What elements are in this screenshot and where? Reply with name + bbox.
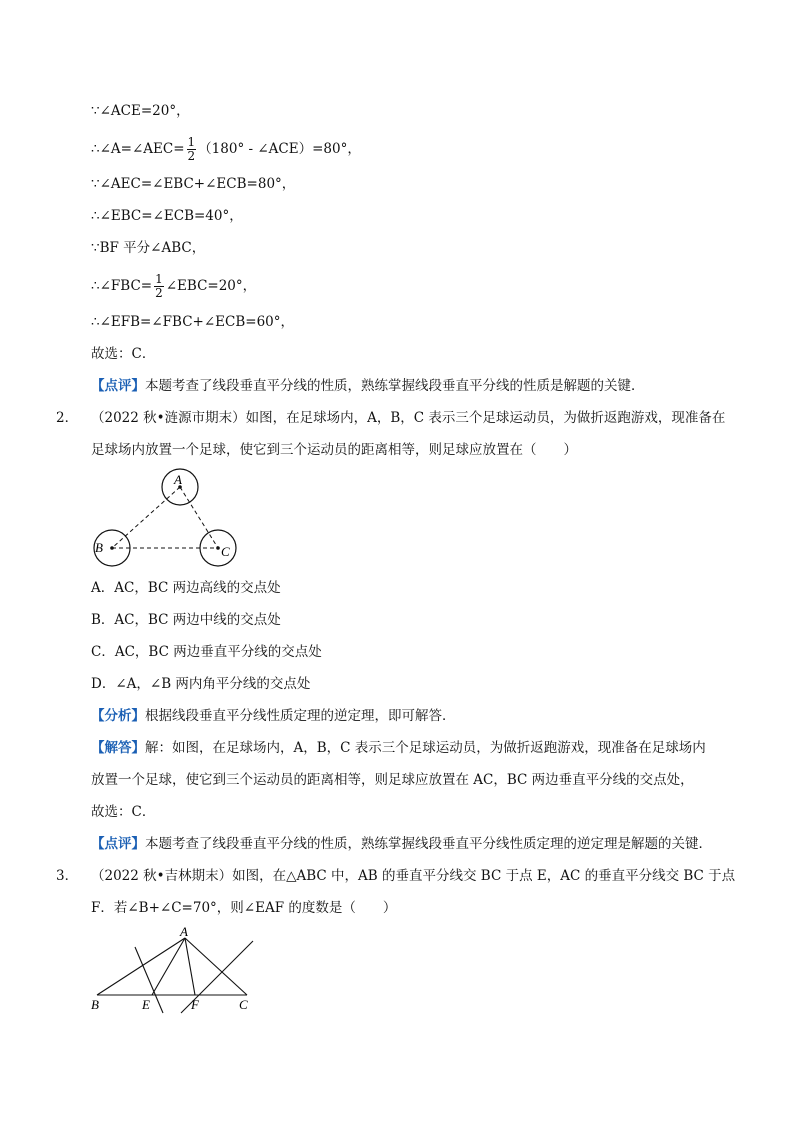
fraction-half: $\frac{1}{2}$ <box>187 135 196 163</box>
comment-line-2 <box>91 834 712 854</box>
solution-line-2-end: （180° - ∠ACE）=80°， <box>198 141 361 157</box>
label-a: A <box>180 925 188 939</box>
question-number: 3． <box>56 868 79 884</box>
solution-line-3: ∵∠AEC=∠EBC+∠ECB=80°， <box>91 176 296 192</box>
solution-line-6-end: ∠EBC=20°， <box>165 278 257 294</box>
label-c: C <box>239 997 248 1012</box>
comment-text: 本题考查了线段垂直平分线的性质，熟练掌握线段垂直平分线的性质是解题的关键． <box>145 378 645 394</box>
solution-line-7: ∴∠EFB=∠FBC+∠ECB=60°， <box>91 314 295 330</box>
answer-line-2: 放置一个足球，使它到三个运动员的距离相等，则足球应放置在 AC，BC 两边垂直平分线的交点处， <box>91 772 694 788</box>
solution-line-5: ∵BF 平分∠ABC， <box>91 240 206 256</box>
question-stem-line-2: 足球场内放置一个足球，使它到三个运动员的距离相等，则足球应放置在（ ） <box>91 442 577 458</box>
soccer-players-figure <box>85 468 245 573</box>
question-stem-line-2: F．若∠B+∠C=70°，则∠EAF 的度数是（ ） <box>91 900 397 916</box>
label-e: E <box>142 997 150 1012</box>
solution-line-2-start: ∴∠A=∠AEC= <box>91 141 185 157</box>
question-stem-line-1: （2022 秋•吉林期末）如图，在△ABC 中，AB 的垂直平分线交 BC 于点 E，AC 的垂直平分线交 BC 于点 <box>91 868 736 884</box>
analysis-text: 根据线段垂直平分线性质定理的逆定理，即可解答． <box>145 708 456 724</box>
solution-line-1: ∵∠ACE=20°， <box>91 103 190 119</box>
comment-tag: 【点评】 <box>91 378 145 394</box>
option-c: C．AC，BC 两边垂直平分线的交点处 <box>91 644 322 660</box>
label-f: F <box>191 997 199 1012</box>
solution-line-2 <box>91 136 361 163</box>
answer-choice: 故选：C． <box>91 804 156 820</box>
label-c: C <box>221 544 230 559</box>
question-number: 2． <box>56 410 79 426</box>
option-d: D．∠A，∠B 两内角平分线的交点处 <box>91 676 311 692</box>
option-a: A．AC，BC 两边高线的交点处 <box>91 580 281 596</box>
analysis-tag: 【分析】 <box>91 708 145 724</box>
answer-line-1 <box>91 738 706 758</box>
solution-line-4: ∴∠EBC=∠ECB=40°， <box>91 208 243 224</box>
comment-text: 本题考查了线段垂直平分线的性质，熟练掌握线段垂直平分线性质定理的逆定理是解题的关键． <box>145 836 712 852</box>
answer-text-1: 解：如图，在足球场内，A，B，C 表示三个足球运动员，为做折返跑游戏，现准备在足球场内 <box>145 740 706 756</box>
fraction-half: $\frac{1}{2}$ <box>155 272 163 300</box>
question-stem-line-1: （2022 秋•涟源市期末）如图，在足球场内，A，B，C 表示三个足球运动员，为做折返跑游戏，现准备在 <box>91 410 726 426</box>
option-b: B．AC，BC 两边中线的交点处 <box>91 612 281 628</box>
analysis-line <box>91 706 456 726</box>
solution-choice: 故选：C． <box>91 346 156 362</box>
triangle-figure <box>85 925 260 1017</box>
solution-line-6 <box>91 273 256 300</box>
comment-line <box>91 376 645 396</box>
comment-tag: 【点评】 <box>91 836 145 852</box>
answer-tag: 【解答】 <box>91 740 145 756</box>
label-a: A <box>174 472 182 487</box>
label-b: B <box>95 540 103 555</box>
label-b: B <box>91 997 99 1012</box>
solution-line-6-start: ∴∠FBC= <box>91 278 153 294</box>
